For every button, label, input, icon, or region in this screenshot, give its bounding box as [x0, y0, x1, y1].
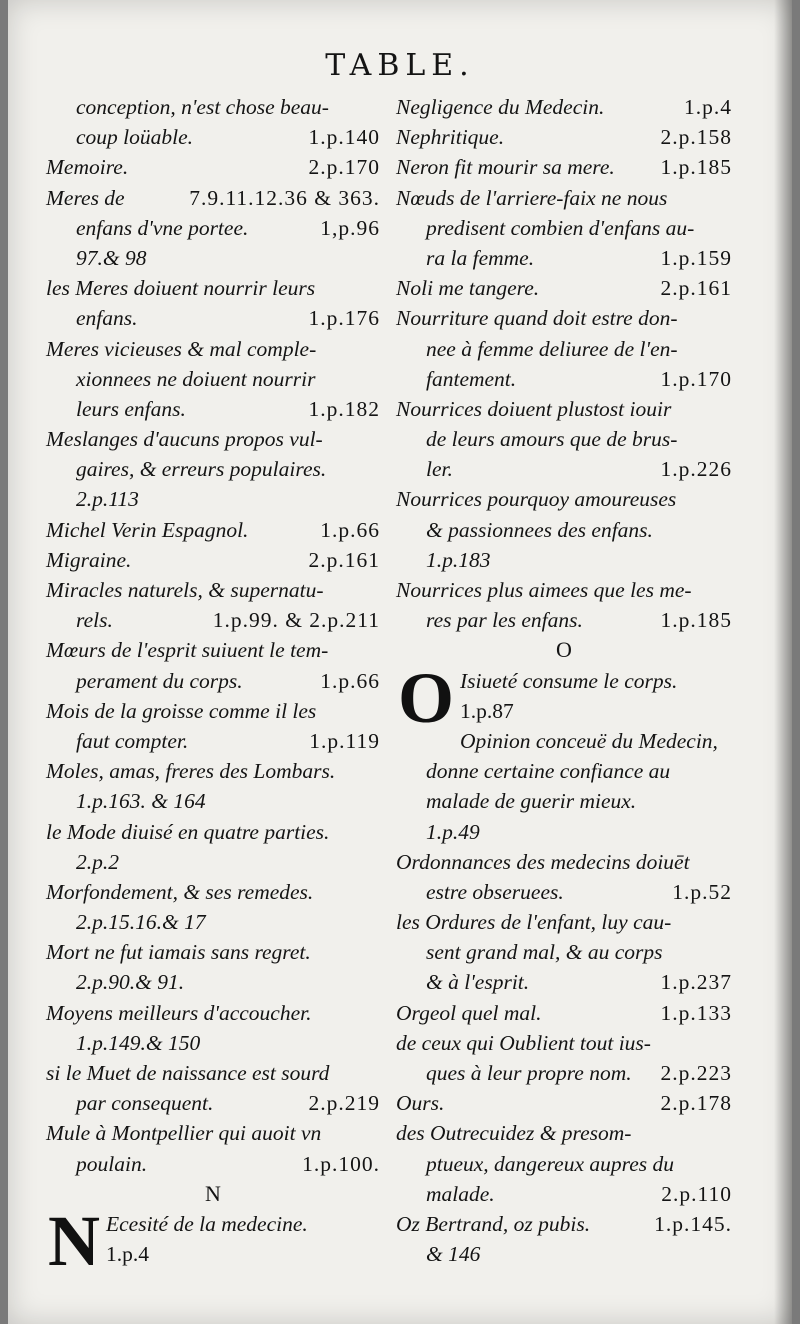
entry-text: Ordonnances des medecins doiuēt	[396, 849, 690, 874]
index-entry-line	[46, 334, 380, 364]
entry-text: Moles, amas, freres des Lombars.	[46, 759, 336, 784]
index-entry-line	[46, 756, 380, 786]
index-entry-line	[46, 1088, 380, 1118]
index-entry-line	[46, 364, 380, 394]
entry-text: 1.p.163. & 164	[76, 789, 206, 814]
section-letter: O	[556, 637, 572, 663]
entry-text: Michel Verin Espagnol.	[46, 517, 249, 542]
page-reference: 1.p.99. & 2.p.211	[212, 608, 380, 633]
index-entry-line	[396, 1149, 732, 1179]
dropcap-entry	[396, 657, 732, 738]
entry-text: Oz Bertrand, oz pubis.	[396, 1211, 591, 1236]
entry-text: estre obseruees.	[426, 879, 564, 904]
page-reference: 1.p.66	[320, 517, 380, 542]
index-entry-line	[396, 877, 732, 907]
entry-text: donne certaine confiance au	[426, 759, 671, 784]
dropcap-entry	[46, 1200, 380, 1281]
index-entry-line	[396, 454, 732, 484]
index-entry-line	[396, 303, 732, 333]
entry-text: malade de guerir mieux.	[426, 789, 637, 814]
index-entry-line	[396, 183, 732, 213]
index-entry-line	[46, 484, 380, 514]
entry-text: enfans d'vne portee.	[76, 215, 249, 240]
dropcap-initial: N	[48, 1200, 100, 1281]
entry-text: 2.p.15.16.& 17	[76, 910, 206, 935]
index-entry-line	[396, 817, 732, 847]
index-entry-line	[46, 152, 380, 182]
index-entry-line	[46, 726, 380, 756]
index-entry-line	[46, 696, 380, 726]
page-reference: 1.p.4	[106, 1242, 149, 1267]
index-entry-line	[46, 273, 380, 303]
index-entry-line	[396, 1058, 732, 1088]
entry-text: leurs enfans.	[76, 396, 186, 421]
entry-text: Meres vicieuses & mal comple-	[46, 336, 317, 361]
entry-text: les Meres doiuent nourrir leurs	[46, 276, 316, 301]
index-entry-line	[396, 122, 732, 152]
entry-text: des Outrecuidez & presom-	[396, 1121, 632, 1146]
entry-text: Mois de la groisse comme il les	[46, 698, 317, 723]
entry-text: res par les enfans.	[426, 608, 583, 633]
entry-text: Mort ne fut iamais sans regret.	[46, 940, 311, 965]
index-entry-line	[396, 1088, 732, 1118]
entry-text: Nourriture quand doit estre don-	[396, 306, 678, 331]
index-entry-line	[46, 1058, 380, 1088]
page-reference: 1.p.133	[660, 1000, 732, 1025]
entry-text: Nœuds de l'arriere-faix ne nous	[396, 185, 668, 210]
index-entry-line	[396, 1028, 732, 1058]
entry-text: coup loüable.	[76, 125, 194, 150]
entry-text: Nourrices doiuent plustost iouir	[396, 396, 672, 421]
index-entry-line	[46, 907, 380, 937]
index-entry-line	[396, 1179, 732, 1209]
entry-text: malade.	[426, 1181, 495, 1206]
entry-text: ptueux, dangereux aupres du	[426, 1151, 674, 1176]
page-reference: 1.p.87	[460, 698, 514, 723]
index-entry-line	[396, 786, 732, 816]
page-reference: 7.9.11.12.36 & 363.	[189, 185, 380, 210]
page-header: TABLE.	[325, 48, 475, 83]
entry-text: & à l'esprit.	[426, 970, 530, 995]
index-entry-line	[396, 273, 732, 303]
page-reference: 1.p.182	[308, 396, 380, 421]
index-entry-line	[46, 666, 380, 696]
right-column	[396, 92, 732, 1269]
index-entry-line	[46, 303, 380, 333]
index-entry-line	[396, 1118, 732, 1148]
index-entry-line	[46, 817, 380, 847]
page-reference: 1.p.185	[660, 155, 732, 180]
entry-text: 2.p.90.& 91.	[76, 970, 185, 995]
index-entry-line	[460, 726, 732, 756]
entry-text: & passionnees des enfans.	[426, 517, 653, 542]
entry-text: Mœurs de l'esprit suiuent le tem-	[46, 638, 329, 663]
index-entry-line	[396, 484, 732, 514]
index-entry-line	[396, 515, 732, 545]
page-reference: 2.p.110	[661, 1181, 732, 1206]
entry-text: gaires, & erreurs populaires.	[76, 457, 327, 482]
index-entry-line	[46, 1149, 380, 1179]
index-entry-line	[396, 1209, 732, 1239]
index-entry-line	[396, 213, 732, 243]
entry-text: Noli me tangere.	[396, 276, 540, 301]
page-reference: 1.p.159	[660, 245, 732, 270]
index-entry-line	[46, 998, 380, 1028]
entry-text: perament du corps.	[76, 668, 243, 693]
index-entry-line	[46, 213, 380, 243]
index-entry-line	[396, 424, 732, 454]
index-entry-line	[46, 183, 380, 213]
entry-text: Mule à Montpellier qui auoit vn	[46, 1121, 322, 1146]
page-reference: 2.p.223	[660, 1061, 732, 1085]
entry-text: Nourrices pourquoy amoureuses	[396, 487, 677, 512]
entry-text: 2.p.113	[76, 487, 139, 512]
page-reference: 1.p.145.	[654, 1211, 732, 1236]
index-entry-line	[396, 364, 732, 394]
entry-text: 1.p.149.& 150	[76, 1030, 201, 1055]
index-entry-line	[46, 122, 380, 152]
page-reference: 2.p.161	[308, 547, 380, 572]
entry-text: ler.	[426, 457, 453, 482]
index-entry-line	[396, 152, 732, 182]
entry-text: Morfondement, & ses remedes.	[46, 879, 314, 904]
entry-text: de ceux qui Oublient tout ius-	[396, 1030, 651, 1055]
index-entry-line	[46, 92, 380, 122]
index-entry-line	[46, 545, 380, 575]
entry-text: Miracles naturels, & supernatu-	[46, 578, 324, 602]
page-reference: 2.p.158	[660, 125, 732, 150]
section-letter: N	[205, 1180, 221, 1206]
entry-text: Meslanges d'aucuns propos vul-	[46, 427, 323, 452]
index-entry-line	[46, 243, 380, 273]
index-entry-line	[46, 1028, 380, 1058]
entry-text: Migraine.	[46, 547, 132, 572]
entry-text: Moyens meilleurs d'accoucher.	[46, 1000, 312, 1025]
entry-text: Isiueté consume le corps.	[460, 668, 678, 693]
page-reference: 2.p.170	[308, 155, 380, 180]
index-entry-line	[396, 605, 732, 635]
index-entry-line	[396, 907, 732, 937]
index-entry-line	[396, 998, 732, 1028]
index-entry-line	[396, 92, 732, 122]
page-reference: 1.p.66	[320, 668, 380, 693]
entry-text: enfans.	[76, 306, 138, 331]
book-page	[8, 0, 792, 1324]
index-entry-line	[46, 786, 380, 816]
index-entry-line	[396, 847, 732, 877]
index-entry-line	[396, 545, 732, 575]
entry-text: xionnees ne doiuent nourrir	[76, 366, 316, 391]
index-entry-line	[396, 334, 732, 364]
index-entry-line	[46, 394, 380, 424]
entry-text: 1.p.49	[426, 819, 480, 844]
index-entry-line	[460, 666, 732, 696]
entry-text: Opinion conceuë du Medecin,	[460, 728, 718, 753]
entry-text: poulain.	[76, 1151, 148, 1176]
page-reference: 1.p.170	[660, 366, 732, 391]
entry-text: & 146	[426, 1242, 481, 1267]
index-entry-line	[46, 454, 380, 484]
entry-text: les Ordures de l'enfant, luy cau-	[396, 910, 672, 935]
entry-text: Orgeol quel mal.	[396, 1000, 542, 1025]
page-reference: 1.p.176	[308, 306, 380, 331]
entry-text: fantement.	[426, 366, 517, 391]
entry-text: Nourrices plus aimees que les me-	[396, 578, 692, 602]
index-entry-line	[46, 575, 380, 605]
page-reference: 2.p.219	[308, 1091, 380, 1116]
entry-text: faut compter.	[76, 728, 189, 753]
entry-text: ques à leur propre nom.	[426, 1061, 632, 1085]
entry-text: Ecesité de la medecine.	[106, 1211, 308, 1236]
entry-text: conception, n'est chose beau-	[76, 95, 329, 119]
page-reference: 1.p.237	[660, 970, 732, 995]
index-entry-line	[46, 937, 380, 967]
entry-text: 1.p.183	[426, 547, 491, 572]
entry-text: Memoire.	[46, 155, 129, 180]
index-entry-line	[396, 575, 732, 605]
entry-text: 97.& 98	[76, 245, 147, 270]
entry-text: si le Muet de naissance est sourd	[46, 1061, 330, 1085]
page-reference: 1.p.226	[660, 457, 732, 482]
index-entry-line	[396, 756, 732, 786]
entry-text: 2.p.2	[76, 849, 119, 874]
entry-text: par consequent.	[76, 1091, 214, 1116]
index-entry-line	[396, 243, 732, 273]
entry-text: rels.	[76, 608, 113, 633]
entry-text: Meres de	[46, 185, 125, 210]
index-entry-line	[46, 605, 380, 635]
entry-text: le Mode diuisé en quatre parties.	[46, 819, 330, 844]
index-entry-line	[460, 696, 732, 726]
entry-text: Nephritique.	[396, 125, 505, 150]
index-entry-line	[396, 394, 732, 424]
entry-text: ra la femme.	[426, 245, 535, 270]
page-reference: 1,p.96	[320, 215, 380, 240]
page-reference: 1.p.100.	[302, 1151, 380, 1176]
index-entry-line	[396, 937, 732, 967]
index-entry-line	[46, 967, 380, 997]
index-entry-line	[46, 847, 380, 877]
dropcap-initial: O	[398, 657, 455, 738]
index-entry-line	[106, 1239, 380, 1269]
index-entry-line	[46, 635, 380, 665]
index-entry-line	[396, 1239, 732, 1269]
entry-text: predisent combien d'enfans au-	[426, 215, 695, 240]
page-reference: 2.p.178	[660, 1091, 732, 1116]
entry-text: Neron fit mourir sa mere.	[396, 155, 615, 180]
index-entry-line	[46, 1118, 380, 1148]
entry-text: nee à femme deliuree de l'en-	[426, 336, 678, 361]
page-reference: 1.p.185	[660, 608, 732, 633]
left-column	[46, 92, 380, 1281]
entry-text: Ours.	[396, 1091, 445, 1116]
entry-text: de leurs amours que de brus-	[426, 427, 678, 452]
index-entry-line	[396, 967, 732, 997]
entry-text: sent grand mal, & au corps	[426, 940, 663, 965]
page-reference: 1.p.52	[672, 879, 732, 904]
entry-text: Negligence du Medecin.	[396, 95, 605, 119]
page-reference: 2.p.161	[660, 276, 732, 301]
index-entry-line	[106, 1209, 380, 1239]
page-reference: 1.p.119	[309, 728, 380, 753]
page-reference: 1.p.4	[684, 95, 732, 119]
page-reference: 1.p.140	[308, 125, 380, 150]
index-entry-line	[46, 515, 380, 545]
index-entry-line	[46, 424, 380, 454]
index-entry-line	[46, 877, 380, 907]
